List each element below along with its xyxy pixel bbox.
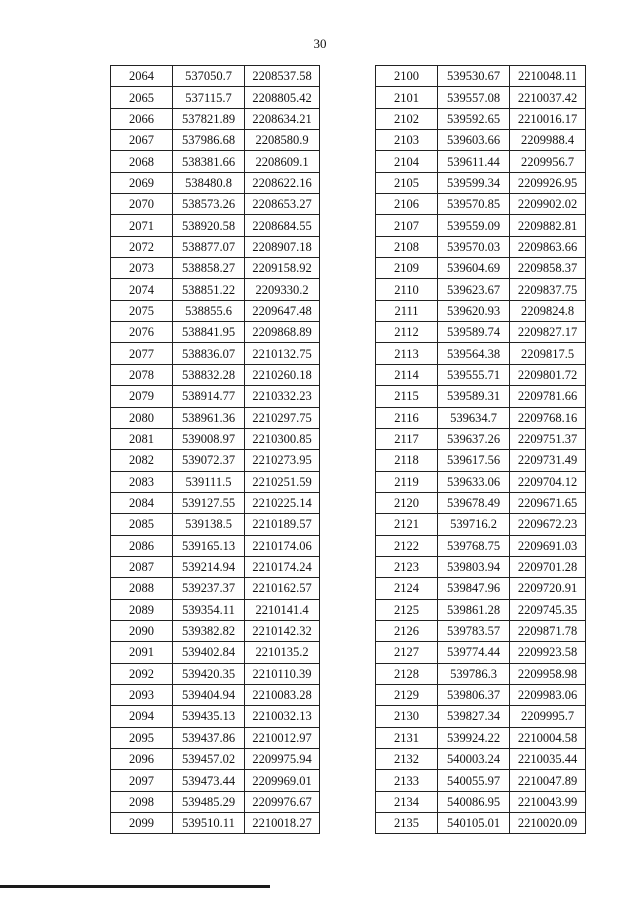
table-row	[376, 343, 586, 364]
y-coordinate-cell: 2209801.72	[510, 364, 586, 385]
x-coordinate-cell: 539555.71	[438, 364, 510, 385]
point-number-cell: 2107	[376, 215, 438, 236]
point-number-cell: 2087	[111, 556, 173, 577]
table-row	[111, 66, 320, 87]
table-row	[111, 322, 320, 343]
y-coordinate-cell: 2210020.09	[510, 813, 586, 834]
bottom-rule	[0, 885, 270, 888]
x-coordinate-cell: 538914.77	[173, 386, 245, 407]
table-row	[376, 642, 586, 663]
point-number-cell: 2129	[376, 684, 438, 705]
table-row	[376, 300, 586, 321]
x-coordinate-cell: 539382.82	[173, 620, 245, 641]
y-coordinate-cell: 2209647.48	[245, 300, 320, 321]
y-coordinate-cell: 2209781.66	[510, 386, 586, 407]
point-number-cell: 2073	[111, 258, 173, 279]
point-number-cell: 2064	[111, 66, 173, 87]
point-number-cell: 2131	[376, 727, 438, 748]
table-row	[111, 514, 320, 535]
y-coordinate-cell: 2210012.97	[245, 727, 320, 748]
table-row	[376, 407, 586, 428]
point-number-cell: 2096	[111, 749, 173, 770]
point-number-cell: 2078	[111, 364, 173, 385]
y-coordinate-cell: 2209701.28	[510, 556, 586, 577]
x-coordinate-cell: 539604.69	[438, 258, 510, 279]
table-row	[376, 386, 586, 407]
point-number-cell: 2126	[376, 620, 438, 641]
x-coordinate-cell: 539603.66	[438, 130, 510, 151]
x-coordinate-cell: 539716.2	[438, 514, 510, 535]
table-row	[376, 684, 586, 705]
y-coordinate-cell: 2210251.59	[245, 471, 320, 492]
table-row	[376, 450, 586, 471]
x-coordinate-cell: 539678.49	[438, 492, 510, 513]
x-coordinate-cell: 539237.37	[173, 578, 245, 599]
x-coordinate-cell: 539457.02	[173, 749, 245, 770]
point-number-cell: 2103	[376, 130, 438, 151]
table-row	[376, 279, 586, 300]
table-row	[111, 492, 320, 513]
x-coordinate-cell: 538851.22	[173, 279, 245, 300]
point-number-cell: 2076	[111, 322, 173, 343]
point-number-cell: 2113	[376, 343, 438, 364]
table-row	[376, 599, 586, 620]
table-row	[376, 258, 586, 279]
table-row	[111, 578, 320, 599]
table-row	[111, 791, 320, 812]
y-coordinate-cell: 2210018.27	[245, 813, 320, 834]
x-coordinate-cell: 539924.22	[438, 727, 510, 748]
x-coordinate-cell: 539599.34	[438, 172, 510, 193]
point-number-cell: 2118	[376, 450, 438, 471]
point-number-cell: 2075	[111, 300, 173, 321]
point-number-cell: 2088	[111, 578, 173, 599]
table-row	[376, 514, 586, 535]
y-coordinate-cell: 2208580.9	[245, 130, 320, 151]
x-coordinate-cell: 537986.68	[173, 130, 245, 151]
x-coordinate-cell: 539404.94	[173, 684, 245, 705]
point-number-cell: 2130	[376, 706, 438, 727]
page-number: 30	[313, 36, 327, 51]
x-coordinate-cell: 539485.29	[173, 791, 245, 812]
table-row	[111, 813, 320, 834]
point-number-cell: 2079	[111, 386, 173, 407]
point-number-cell: 2105	[376, 172, 438, 193]
x-coordinate-cell: 539138.5	[173, 514, 245, 535]
point-number-cell: 2114	[376, 364, 438, 385]
point-number-cell: 2099	[111, 813, 173, 834]
table-row	[376, 727, 586, 748]
table-row	[376, 428, 586, 449]
table-body-right	[376, 66, 586, 834]
y-coordinate-cell: 2209827.17	[510, 322, 586, 343]
x-coordinate-cell: 538858.27	[173, 258, 245, 279]
x-coordinate-cell: 539783.57	[438, 620, 510, 641]
table-row	[376, 172, 586, 193]
table-row	[111, 535, 320, 556]
point-number-cell: 2071	[111, 215, 173, 236]
point-number-cell: 2108	[376, 236, 438, 257]
table-row	[376, 663, 586, 684]
x-coordinate-cell: 539214.94	[173, 556, 245, 577]
table-row	[111, 642, 320, 663]
y-coordinate-cell: 2209158.92	[245, 258, 320, 279]
table-row	[376, 813, 586, 834]
point-number-cell: 2123	[376, 556, 438, 577]
y-coordinate-cell: 2210016.17	[510, 108, 586, 129]
y-coordinate-cell: 2210174.06	[245, 535, 320, 556]
table-row	[376, 215, 586, 236]
x-coordinate-cell: 540086.95	[438, 791, 510, 812]
point-number-cell: 2074	[111, 279, 173, 300]
point-number-cell: 2133	[376, 770, 438, 791]
table-row	[376, 130, 586, 151]
point-number-cell: 2083	[111, 471, 173, 492]
y-coordinate-cell: 2210048.11	[510, 66, 586, 87]
point-number-cell: 2127	[376, 642, 438, 663]
y-coordinate-cell: 2209704.12	[510, 471, 586, 492]
y-coordinate-cell: 2209751.37	[510, 428, 586, 449]
y-coordinate-cell: 2210142.32	[245, 620, 320, 641]
table-row	[376, 108, 586, 129]
point-number-cell: 2067	[111, 130, 173, 151]
x-coordinate-cell: 538920.58	[173, 215, 245, 236]
table-row	[376, 236, 586, 257]
table-row	[111, 364, 320, 385]
y-coordinate-cell: 2210047.89	[510, 770, 586, 791]
y-coordinate-cell: 2208907.18	[245, 236, 320, 257]
table-row	[376, 87, 586, 108]
y-coordinate-cell: 2210297.75	[245, 407, 320, 428]
y-coordinate-cell: 2209731.49	[510, 450, 586, 471]
point-number-cell: 2082	[111, 450, 173, 471]
point-number-cell: 2111	[376, 300, 438, 321]
y-coordinate-cell: 2209672.23	[510, 514, 586, 535]
y-coordinate-cell: 2209720.91	[510, 578, 586, 599]
point-number-cell: 2084	[111, 492, 173, 513]
point-number-cell: 2104	[376, 151, 438, 172]
table-row	[376, 471, 586, 492]
table-row	[376, 66, 586, 87]
x-coordinate-cell: 539564.38	[438, 343, 510, 364]
point-number-cell: 2102	[376, 108, 438, 129]
y-coordinate-cell: 2209330.2	[245, 279, 320, 300]
table-row	[111, 87, 320, 108]
x-coordinate-cell: 539617.56	[438, 450, 510, 471]
table-row	[376, 194, 586, 215]
y-coordinate-cell: 2210083.28	[245, 684, 320, 705]
y-coordinate-cell: 2210135.2	[245, 642, 320, 663]
table-row	[111, 706, 320, 727]
y-coordinate-cell: 2210141.4	[245, 599, 320, 620]
y-coordinate-cell: 2209671.65	[510, 492, 586, 513]
point-number-cell: 2116	[376, 407, 438, 428]
x-coordinate-cell: 538961.36	[173, 407, 245, 428]
point-number-cell: 2106	[376, 194, 438, 215]
y-coordinate-cell: 2209975.94	[245, 749, 320, 770]
table-row	[111, 215, 320, 236]
y-coordinate-cell: 2209824.8	[510, 300, 586, 321]
x-coordinate-cell: 539634.7	[438, 407, 510, 428]
x-coordinate-cell: 539633.06	[438, 471, 510, 492]
point-number-cell: 2115	[376, 386, 438, 407]
x-coordinate-cell: 539570.03	[438, 236, 510, 257]
point-number-cell: 2128	[376, 663, 438, 684]
x-coordinate-cell: 539786.3	[438, 663, 510, 684]
table-row	[111, 386, 320, 407]
x-coordinate-cell: 539557.08	[438, 87, 510, 108]
y-coordinate-cell: 2209995.7	[510, 706, 586, 727]
x-coordinate-cell: 538832.28	[173, 364, 245, 385]
point-number-cell: 2100	[376, 66, 438, 87]
point-number-cell: 2077	[111, 343, 173, 364]
point-number-cell: 2090	[111, 620, 173, 641]
y-coordinate-cell: 2209691.03	[510, 535, 586, 556]
point-number-cell: 2135	[376, 813, 438, 834]
x-coordinate-cell: 539592.65	[438, 108, 510, 129]
x-coordinate-cell: 539510.11	[173, 813, 245, 834]
table-row	[111, 172, 320, 193]
point-number-cell: 2097	[111, 770, 173, 791]
table-row	[111, 749, 320, 770]
y-coordinate-cell: 2210110.39	[245, 663, 320, 684]
point-number-cell: 2065	[111, 87, 173, 108]
point-number-cell: 2101	[376, 87, 438, 108]
point-number-cell: 2095	[111, 727, 173, 748]
table-row	[111, 620, 320, 641]
x-coordinate-cell: 539768.75	[438, 535, 510, 556]
y-coordinate-cell: 2208805.42	[245, 87, 320, 108]
point-number-cell: 2080	[111, 407, 173, 428]
y-coordinate-cell: 2210189.57	[245, 514, 320, 535]
y-coordinate-cell: 2210037.42	[510, 87, 586, 108]
y-coordinate-cell: 2209868.89	[245, 322, 320, 343]
point-number-cell: 2109	[376, 258, 438, 279]
y-coordinate-cell: 2208537.58	[245, 66, 320, 87]
y-coordinate-cell: 2208684.55	[245, 215, 320, 236]
y-coordinate-cell: 2209745.35	[510, 599, 586, 620]
x-coordinate-cell: 539570.85	[438, 194, 510, 215]
y-coordinate-cell: 2210225.14	[245, 492, 320, 513]
point-number-cell: 2089	[111, 599, 173, 620]
y-coordinate-cell: 2210332.23	[245, 386, 320, 407]
point-number-cell: 2081	[111, 428, 173, 449]
x-coordinate-cell: 538855.6	[173, 300, 245, 321]
table-row	[111, 151, 320, 172]
y-coordinate-cell: 2209926.95	[510, 172, 586, 193]
y-coordinate-cell: 2208653.27	[245, 194, 320, 215]
x-coordinate-cell: 538573.26	[173, 194, 245, 215]
x-coordinate-cell: 539623.67	[438, 279, 510, 300]
y-coordinate-cell: 2208622.16	[245, 172, 320, 193]
y-coordinate-cell: 2209768.16	[510, 407, 586, 428]
table-row	[111, 279, 320, 300]
table-row	[111, 684, 320, 705]
y-coordinate-cell: 2210300.85	[245, 428, 320, 449]
y-coordinate-cell: 2209969.01	[245, 770, 320, 791]
x-coordinate-cell: 539437.86	[173, 727, 245, 748]
y-coordinate-cell: 2210162.57	[245, 578, 320, 599]
x-coordinate-cell: 539559.09	[438, 215, 510, 236]
x-coordinate-cell: 539774.44	[438, 642, 510, 663]
coordinate-table-left	[110, 65, 320, 834]
x-coordinate-cell: 539589.31	[438, 386, 510, 407]
y-coordinate-cell: 2208634.21	[245, 108, 320, 129]
x-coordinate-cell: 539806.37	[438, 684, 510, 705]
x-coordinate-cell: 539111.5	[173, 471, 245, 492]
table-row	[111, 770, 320, 791]
x-coordinate-cell: 539589.74	[438, 322, 510, 343]
x-coordinate-cell: 539611.44	[438, 151, 510, 172]
point-number-cell: 2120	[376, 492, 438, 513]
table-row	[111, 428, 320, 449]
point-number-cell: 2085	[111, 514, 173, 535]
x-coordinate-cell: 539435.13	[173, 706, 245, 727]
point-number-cell: 2132	[376, 749, 438, 770]
table-row	[111, 599, 320, 620]
x-coordinate-cell: 539473.44	[173, 770, 245, 791]
point-number-cell: 2119	[376, 471, 438, 492]
table-row	[111, 450, 320, 471]
y-coordinate-cell: 2210043.99	[510, 791, 586, 812]
x-coordinate-cell: 539354.11	[173, 599, 245, 620]
y-coordinate-cell: 2209882.81	[510, 215, 586, 236]
y-coordinate-cell: 2210004.58	[510, 727, 586, 748]
point-number-cell: 2069	[111, 172, 173, 193]
table-row	[376, 706, 586, 727]
y-coordinate-cell: 2209837.75	[510, 279, 586, 300]
table-row	[111, 663, 320, 684]
point-number-cell: 2121	[376, 514, 438, 535]
coordinate-table-right	[375, 65, 586, 834]
x-coordinate-cell: 538841.95	[173, 322, 245, 343]
table-row	[376, 749, 586, 770]
y-coordinate-cell: 2209958.98	[510, 663, 586, 684]
table-row	[111, 300, 320, 321]
x-coordinate-cell: 539420.35	[173, 663, 245, 684]
x-coordinate-cell: 539827.34	[438, 706, 510, 727]
table-row	[376, 535, 586, 556]
x-coordinate-cell: 539620.93	[438, 300, 510, 321]
x-coordinate-cell: 540105.01	[438, 813, 510, 834]
point-number-cell: 2122	[376, 535, 438, 556]
point-number-cell: 2070	[111, 194, 173, 215]
point-number-cell: 2098	[111, 791, 173, 812]
table-row	[376, 770, 586, 791]
point-number-cell: 2134	[376, 791, 438, 812]
point-number-cell: 2094	[111, 706, 173, 727]
table-row	[111, 343, 320, 364]
table-row	[111, 471, 320, 492]
x-coordinate-cell: 537821.89	[173, 108, 245, 129]
y-coordinate-cell: 2210132.75	[245, 343, 320, 364]
point-number-cell: 2117	[376, 428, 438, 449]
table-row	[376, 578, 586, 599]
point-number-cell: 2066	[111, 108, 173, 129]
x-coordinate-cell: 539637.26	[438, 428, 510, 449]
y-coordinate-cell: 2210035.44	[510, 749, 586, 770]
y-coordinate-cell: 2209956.7	[510, 151, 586, 172]
x-coordinate-cell: 539127.55	[173, 492, 245, 513]
point-number-cell: 2093	[111, 684, 173, 705]
x-coordinate-cell: 540055.97	[438, 770, 510, 791]
x-coordinate-cell: 539402.84	[173, 642, 245, 663]
y-coordinate-cell: 2209983.06	[510, 684, 586, 705]
x-coordinate-cell: 538381.66	[173, 151, 245, 172]
table-row	[376, 791, 586, 812]
y-coordinate-cell: 2209871.78	[510, 620, 586, 641]
x-coordinate-cell: 538480.8	[173, 172, 245, 193]
y-coordinate-cell: 2210032.13	[245, 706, 320, 727]
x-coordinate-cell: 538877.07	[173, 236, 245, 257]
table-row	[111, 727, 320, 748]
table-body-left	[111, 66, 320, 834]
x-coordinate-cell: 537115.7	[173, 87, 245, 108]
y-coordinate-cell: 2210260.18	[245, 364, 320, 385]
point-number-cell: 2072	[111, 236, 173, 257]
y-coordinate-cell: 2208609.1	[245, 151, 320, 172]
table-row	[376, 322, 586, 343]
table-row	[111, 130, 320, 151]
table-row	[376, 364, 586, 385]
x-coordinate-cell: 539008.97	[173, 428, 245, 449]
point-number-cell: 2091	[111, 642, 173, 663]
x-coordinate-cell: 539803.94	[438, 556, 510, 577]
x-coordinate-cell: 539847.96	[438, 578, 510, 599]
table-row	[111, 194, 320, 215]
x-coordinate-cell: 539165.13	[173, 535, 245, 556]
table-row	[111, 108, 320, 129]
point-number-cell: 2086	[111, 535, 173, 556]
y-coordinate-cell: 2209863.66	[510, 236, 586, 257]
table-row	[376, 620, 586, 641]
table-row	[111, 236, 320, 257]
x-coordinate-cell: 540003.24	[438, 749, 510, 770]
y-coordinate-cell: 2209817.5	[510, 343, 586, 364]
y-coordinate-cell: 2209923.58	[510, 642, 586, 663]
point-number-cell: 2124	[376, 578, 438, 599]
y-coordinate-cell: 2209902.02	[510, 194, 586, 215]
table-row	[111, 258, 320, 279]
table-row	[376, 556, 586, 577]
y-coordinate-cell: 2209976.67	[245, 791, 320, 812]
x-coordinate-cell: 539072.37	[173, 450, 245, 471]
point-number-cell: 2125	[376, 599, 438, 620]
x-coordinate-cell: 539861.28	[438, 599, 510, 620]
x-coordinate-cell: 537050.7	[173, 66, 245, 87]
point-number-cell: 2092	[111, 663, 173, 684]
point-number-cell: 2110	[376, 279, 438, 300]
table-row	[111, 556, 320, 577]
x-coordinate-cell: 538836.07	[173, 343, 245, 364]
y-coordinate-cell: 2210273.95	[245, 450, 320, 471]
point-number-cell: 2112	[376, 322, 438, 343]
table-row	[111, 407, 320, 428]
point-number-cell: 2068	[111, 151, 173, 172]
y-coordinate-cell: 2210174.24	[245, 556, 320, 577]
x-coordinate-cell: 539530.67	[438, 66, 510, 87]
table-row	[376, 492, 586, 513]
y-coordinate-cell: 2209858.37	[510, 258, 586, 279]
table-row	[376, 151, 586, 172]
y-coordinate-cell: 2209988.4	[510, 130, 586, 151]
